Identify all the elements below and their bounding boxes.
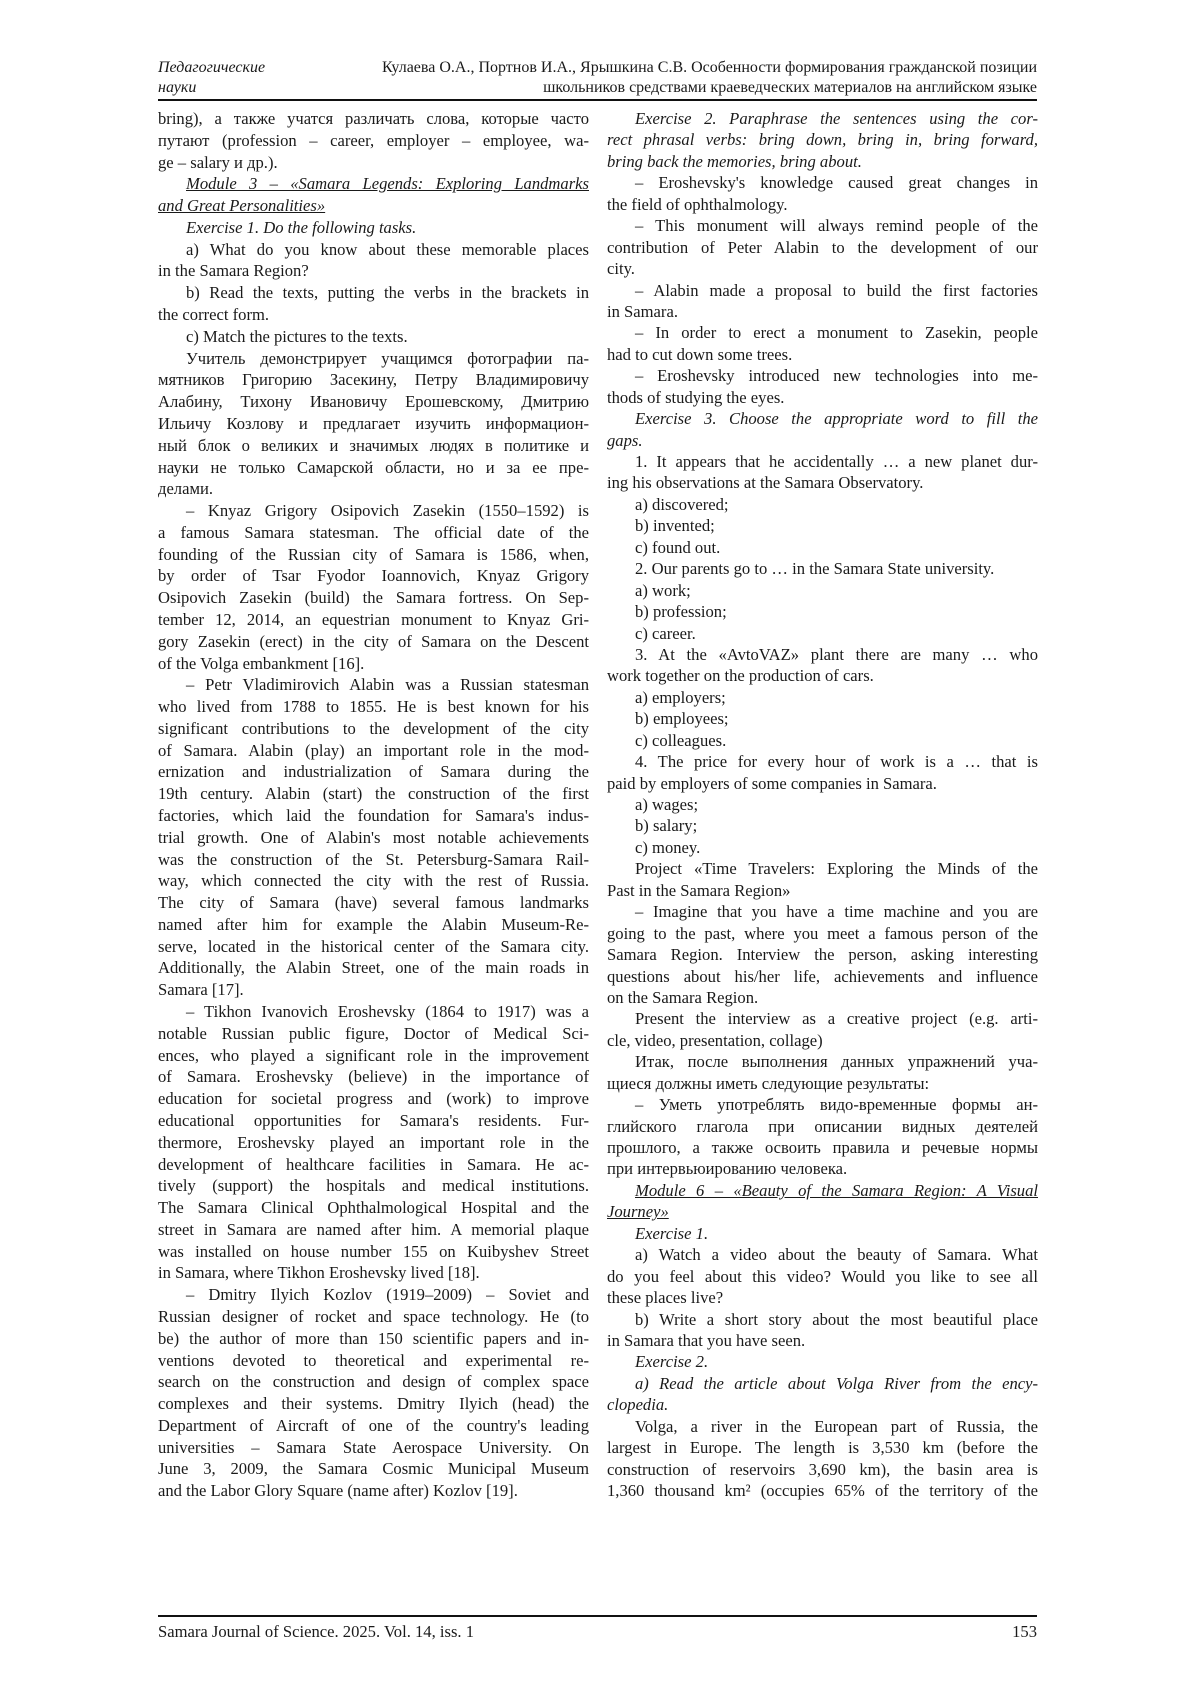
text-line: Osipovich Zasekin (build) the Samara fortress. On Sep- xyxy=(158,587,589,609)
heading-paragraph xyxy=(607,1180,1038,1223)
text-line: significant contributions to the development of the city xyxy=(158,718,589,740)
text-line: founding of the Russian city of Samara is 1586, when, xyxy=(158,544,589,566)
heading-paragraph xyxy=(158,173,589,217)
text-line: b) Read the texts, putting the verbs in the brackets in xyxy=(158,282,589,304)
text-line: contribution of Peter Alabin to the development of our xyxy=(607,237,1038,258)
text-line: these places live? xyxy=(607,1287,1038,1308)
paragraph xyxy=(607,623,1038,644)
paragraph xyxy=(607,751,1038,794)
text-line: – Уметь употреблять видо-временные формы ан- xyxy=(607,1094,1038,1115)
text-line: Exercise 1. xyxy=(607,1223,1038,1244)
paragraph xyxy=(607,1416,1038,1502)
paragraph xyxy=(607,537,1038,558)
text-line: Present the interview as a creative project (e.g. arti- xyxy=(607,1008,1038,1029)
text-line: education for societal progress and (work) to improve xyxy=(158,1088,589,1110)
text-line: The city of Samara (have) several famous landmarks xyxy=(158,892,589,914)
paragraph xyxy=(158,282,589,326)
heading-paragraph xyxy=(607,108,1038,172)
text-line: a) Watch a video about the beauty of Samara. What xyxy=(607,1244,1038,1265)
text-line: notable Russian public figure, Doctor of Medical Sci- xyxy=(158,1023,589,1045)
text-line: при интервьюированию человека. xyxy=(607,1158,1038,1179)
text-line: paid by employers of some companies in Samara. xyxy=(607,773,1038,794)
text-line: Module 6 – «Beauty of the Samara Region: A Visual xyxy=(607,1180,1038,1201)
text-line: ing his observations at the Samara Observatory. xyxy=(607,472,1038,493)
text-line: 19th century. Alabin (start) the construction of the first xyxy=(158,783,589,805)
paragraph xyxy=(607,794,1038,815)
header-title-line: школьников средствами краеведческих материалов на английском языке xyxy=(330,78,1037,98)
text-line: search on the construction and design of complex space xyxy=(158,1371,589,1393)
paragraph xyxy=(607,558,1038,579)
text-line: – Imagine that you have a time machine and you are xyxy=(607,901,1038,922)
text-line: b) profession; xyxy=(607,601,1038,622)
text-line: путают (profession – career, employer – employee, wa- xyxy=(158,130,589,152)
text-line: Past in the Samara Region» xyxy=(607,880,1038,901)
text-line: by order of Tsar Fyodor Ioannovich, Knyaz Grigory xyxy=(158,565,589,587)
text-line: Journey» xyxy=(607,1201,1038,1222)
paragraph xyxy=(158,1284,589,1502)
paragraph xyxy=(607,1094,1038,1180)
text-line: educational opportunities for Samara's residents. Fur- xyxy=(158,1110,589,1132)
header-section-line: Педагогические xyxy=(158,58,265,78)
text-line: Russian designer of rocket and space technology. He (to xyxy=(158,1306,589,1328)
text-line: – Alabin made a proposal to build the first factories xyxy=(607,280,1038,301)
text-line: 1. It appears that he accidentally … a new planet dur- xyxy=(607,451,1038,472)
text-line: had to cut down some trees. xyxy=(607,344,1038,365)
paragraph xyxy=(607,322,1038,365)
text-line: complexes and their systems. Dmitry Ilyich (head) the xyxy=(158,1393,589,1415)
left-column xyxy=(158,108,589,1502)
text-line: глийского глагола при описании видных деятелей xyxy=(607,1116,1038,1137)
header-title-line: Кулаева О.А., Портнов И.А., Ярышкина С.В. Особенности формирования гражданской позиции xyxy=(330,58,1037,78)
text-line: The Samara Clinical Ophthalmological Hospital and the xyxy=(158,1197,589,1219)
text-line: in Samara. xyxy=(607,301,1038,322)
text-line: a famous Samara statesman. The official date of the xyxy=(158,522,589,544)
text-line: in Samara, where Tikhon Eroshevsky lived [18]. xyxy=(158,1262,589,1284)
heading-paragraph xyxy=(607,408,1038,451)
text-line: 2. Our parents go to … in the Samara State university. xyxy=(607,558,1038,579)
text-line: c) career. xyxy=(607,623,1038,644)
text-line: and the Labor Glory Square (name after) Kozlov [19]. xyxy=(158,1480,589,1502)
text-line: Volga, a river in the European part of Russia, the xyxy=(607,1416,1038,1437)
text-line: ge – salary и др.). xyxy=(158,152,589,174)
text-line: делами. xyxy=(158,478,589,500)
paragraph xyxy=(607,494,1038,515)
text-line: do you feel about this video? Would you like to see all xyxy=(607,1266,1038,1287)
text-line: Учитель демонстрирует учащимся фотографии па- xyxy=(158,348,589,370)
text-line: Additionally, the Alabin Street, one of the main roads in xyxy=(158,957,589,979)
text-line: gaps. xyxy=(607,430,1038,451)
text-line: June 3, 2009, the Samara Cosmic Municipal Museum xyxy=(158,1458,589,1480)
text-line: a) wages; xyxy=(607,794,1038,815)
text-line: – This monument will always remind people of the xyxy=(607,215,1038,236)
text-line: c) found out. xyxy=(607,537,1038,558)
paragraph xyxy=(607,687,1038,708)
text-line: – Eroshevsky introduced new technologies into me- xyxy=(607,365,1038,386)
text-line: – Eroshevsky's knowledge caused great changes in xyxy=(607,172,1038,193)
heading-paragraph xyxy=(158,217,589,239)
paragraph xyxy=(607,708,1038,729)
text-line: мятников Григорию Засекину, Петру Владимировичу xyxy=(158,369,589,391)
paragraph xyxy=(158,239,589,283)
text-line: c) Match the pictures to the texts. xyxy=(158,326,589,348)
text-line: named after him for example the Alabin Museum-Re- xyxy=(158,914,589,936)
text-line: factories, which laid the foundation for Samara's indus- xyxy=(158,805,589,827)
text-line: bring), а также учатся различать слова, которые часто xyxy=(158,108,589,130)
header-section xyxy=(158,58,265,98)
text-line: c) colleagues. xyxy=(607,730,1038,751)
paragraph xyxy=(607,644,1038,687)
paragraph xyxy=(607,1309,1038,1352)
text-line: Module 3 – «Samara Legends: Exploring Landmarks xyxy=(158,173,589,195)
text-line: cle, video, presentation, collage) xyxy=(607,1030,1038,1051)
text-line: Exercise 1. Do the following tasks. xyxy=(158,217,589,239)
text-line: clopedia. xyxy=(607,1394,1038,1415)
text-line: gory Zasekin (erect) in the city of Samara on the Descent xyxy=(158,631,589,653)
text-line: largest in Europe. The length is 3,530 km (before the xyxy=(607,1437,1038,1458)
header-article-title xyxy=(330,58,1037,98)
text-line: be) the author of more than 150 scientific papers and in- xyxy=(158,1328,589,1350)
paragraph xyxy=(607,858,1038,901)
text-line: Department of Aircraft of one of the country's leading xyxy=(158,1415,589,1437)
paragraph xyxy=(158,1001,589,1284)
page-number: 153 xyxy=(1012,1622,1037,1642)
text-line: in the Samara Region? xyxy=(158,260,589,282)
text-line: – Tikhon Ivanovich Eroshevsky (1864 to 1917) was a xyxy=(158,1001,589,1023)
paragraph xyxy=(607,172,1038,215)
text-line: was installed on house number 155 on Kuibyshev Street xyxy=(158,1241,589,1263)
text-line: – In order to erect a monument to Zasekin, people xyxy=(607,322,1038,343)
text-line: questions about his/her life, achievements and influence xyxy=(607,966,1038,987)
paragraph xyxy=(607,451,1038,494)
paragraph xyxy=(158,674,589,1001)
text-line: a) employers; xyxy=(607,687,1038,708)
text-line: – Knyaz Grigory Osipovich Zasekin (1550–1592) is xyxy=(158,500,589,522)
text-line: bring back the memories, bring about. xyxy=(607,151,1038,172)
text-line: rect phrasal verbs: bring down, bring in, bring forward, xyxy=(607,129,1038,150)
text-line: Итак, после выполнения данных упражнений уча- xyxy=(607,1051,1038,1072)
paragraph xyxy=(607,215,1038,279)
text-line: thods of studying the eyes. xyxy=(607,387,1038,408)
text-line: in Samara that you have seen. xyxy=(607,1330,1038,1351)
text-line: serve, located in the historical center of the Samara city. xyxy=(158,936,589,958)
text-line: 1,360 thousand km² (occupies 65% of the territory of the xyxy=(607,1480,1038,1501)
paragraph xyxy=(158,500,589,674)
text-line: 3. At the «AvtoVAZ» plant there are many … who xyxy=(607,644,1038,665)
text-line: a) What do you know about these memorable places xyxy=(158,239,589,261)
text-line: a) discovered; xyxy=(607,494,1038,515)
text-line: – Dmitry Ilyich Kozlov (1919–2009) – Soviet and xyxy=(158,1284,589,1306)
paragraph xyxy=(158,108,589,173)
paragraph xyxy=(607,365,1038,408)
text-line: tember 12, 2014, an equestrian monument to Knyaz Gri- xyxy=(158,609,589,631)
paragraph xyxy=(158,326,589,348)
paragraph xyxy=(607,601,1038,622)
text-line: b) salary; xyxy=(607,815,1038,836)
heading-paragraph xyxy=(607,1351,1038,1372)
text-line: of Samara. Eroshevsky (believe) in the importance of xyxy=(158,1066,589,1088)
paragraph xyxy=(607,815,1038,836)
footer-journal: Samara Journal of Science. 2025. Vol. 14, iss. 1 xyxy=(158,1622,474,1642)
text-line: Ильичу Козлову и предлагает изучить информацион- xyxy=(158,413,589,435)
text-line: щиеся должны иметь следующие результаты: xyxy=(607,1073,1038,1094)
text-line: b) employees; xyxy=(607,708,1038,729)
paragraph xyxy=(607,515,1038,536)
paragraph xyxy=(607,1008,1038,1051)
text-line: Samara Region. Interview the person, asking interesting xyxy=(607,944,1038,965)
text-line: ences, who played a significant role in the improvement xyxy=(158,1045,589,1067)
text-line: the field of ophthalmology. xyxy=(607,194,1038,215)
right-column xyxy=(607,108,1038,1501)
text-line: who lived from 1788 to 1855. He is best known for his xyxy=(158,696,589,718)
text-line: on the Samara Region. xyxy=(607,987,1038,1008)
paragraph xyxy=(607,580,1038,601)
text-line: Exercise 2. xyxy=(607,1351,1038,1372)
text-line: Exercise 2. Paraphrase the sentences using the cor- xyxy=(607,108,1038,129)
text-line: city. xyxy=(607,258,1038,279)
text-line: going to the past, where you meet a famous person of the xyxy=(607,923,1038,944)
paragraph xyxy=(607,1051,1038,1094)
text-line: ernization and industrialization of Samara during the xyxy=(158,761,589,783)
text-line: Samara [17]. xyxy=(158,979,589,1001)
text-line: Exercise 3. Choose the appropriate word to fill the xyxy=(607,408,1038,429)
text-line: ный блок о великих и значимых людях в политике и xyxy=(158,435,589,457)
text-line: Алабину, Тихону Ивановичу Ерошевскому, Дмитрию xyxy=(158,391,589,413)
text-line: universities – Samara State Aerospace University. On xyxy=(158,1437,589,1459)
text-line: work together on the production of cars. xyxy=(607,665,1038,686)
text-line: науки не только Самарской области, но и за ее пре- xyxy=(158,457,589,479)
text-line: c) money. xyxy=(607,837,1038,858)
text-line: прошлого, а также освоить правила и речевые нормы xyxy=(607,1137,1038,1158)
text-line: and Great Personalities» xyxy=(158,195,589,217)
paragraph xyxy=(607,730,1038,751)
text-line: the correct form. xyxy=(158,304,589,326)
text-line: ventions devoted to theoretical and experimental re- xyxy=(158,1350,589,1372)
text-line: a) work; xyxy=(607,580,1038,601)
paragraph xyxy=(607,1244,1038,1308)
text-line: street in Samara are named after him. A memorial plaque xyxy=(158,1219,589,1241)
text-line: of the Volga embankment [16]. xyxy=(158,653,589,675)
paragraph xyxy=(607,837,1038,858)
text-line: was the construction of the St. Petersburg-Samara Rail- xyxy=(158,849,589,871)
text-line: b) invented; xyxy=(607,515,1038,536)
text-line: thermore, Eroshevsky played an important role in the xyxy=(158,1132,589,1154)
header-section-line: науки xyxy=(158,78,265,98)
text-line: construction of reservoirs 3,690 km), the basin area is xyxy=(607,1459,1038,1480)
paragraph xyxy=(607,280,1038,323)
heading-paragraph xyxy=(607,1373,1038,1416)
text-line: tively (support) the hospitals and medical institutions. xyxy=(158,1175,589,1197)
text-line: of Samara. Alabin (play) an important role in the mod- xyxy=(158,740,589,762)
text-line: development of healthcare facilities in Samara. He ac- xyxy=(158,1154,589,1176)
text-line: – Petr Vladimirovich Alabin was a Russian statesman xyxy=(158,674,589,696)
header-divider xyxy=(158,99,1037,101)
text-line: b) Write a short story about the most beautiful place xyxy=(607,1309,1038,1330)
text-line: way, which connected the city with the rest of Russia. xyxy=(158,870,589,892)
paragraph xyxy=(158,348,589,500)
paragraph xyxy=(607,901,1038,1008)
heading-paragraph xyxy=(607,1223,1038,1244)
text-line: trial growth. One of Alabin's most notable achievements xyxy=(158,827,589,849)
text-line: Project «Time Travelers: Exploring the Minds of the xyxy=(607,858,1038,879)
footer-divider xyxy=(158,1615,1037,1617)
text-line: 4. The price for every hour of work is a … that is xyxy=(607,751,1038,772)
text-line: a) Read the article about Volga River from the ency- xyxy=(607,1373,1038,1394)
